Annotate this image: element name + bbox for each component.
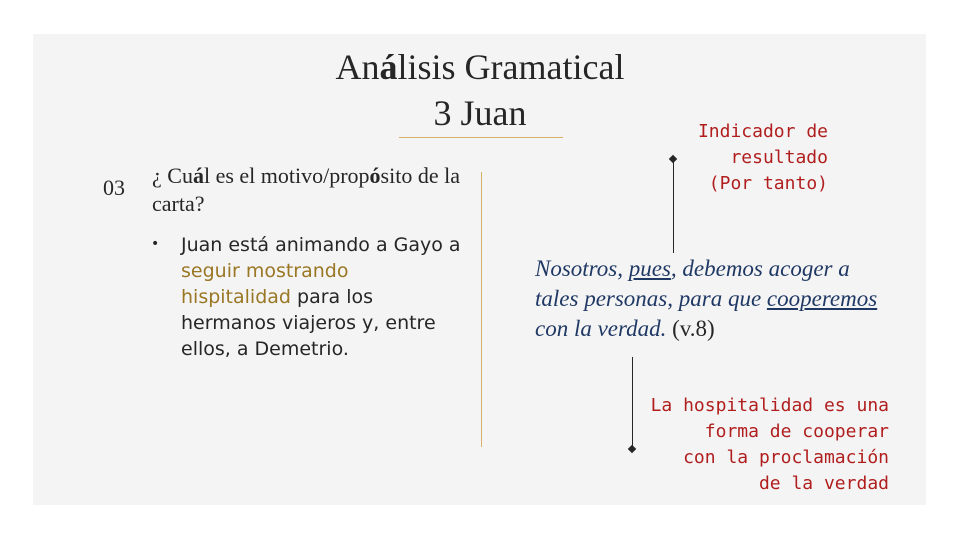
question-text: ¿ Cuál es el motivo/propósito de la carta? [152,163,460,216]
note-result-indicator: Indicador de resultado (Por tanto) [697,121,828,194]
slide-title: Análisis Gramatical [335,47,625,87]
verse-quote: Nosotros, pues, debemos acoger a tales personas, para que cooperemos con la verdad. (v.8) [535,256,878,341]
verse-reference: (v.8) [666,316,715,341]
bullet-text: Juan está animando a Gayo a seguir mostrando hispitalidad para los hermanos viajeros y, entre ellos, a Demetrio. [181,234,461,360]
highlight-text: seguir mostrando hispitalidad [181,260,349,308]
underlined-cooperemos: cooperemos [766,286,878,311]
connector-line-bottom [632,357,633,449]
note-hospitality: La hospitalidad es una forma de cooperar con la proclamación de la verdad [650,395,889,494]
underlined-pues: pues [628,256,671,281]
slide-subtitle: 3 Juan [433,93,527,133]
title-underline [399,137,563,138]
item-number: 03 [103,175,125,200]
connector-line-top [673,159,674,253]
bullet-marker: • [151,236,160,252]
column-divider [481,172,482,447]
